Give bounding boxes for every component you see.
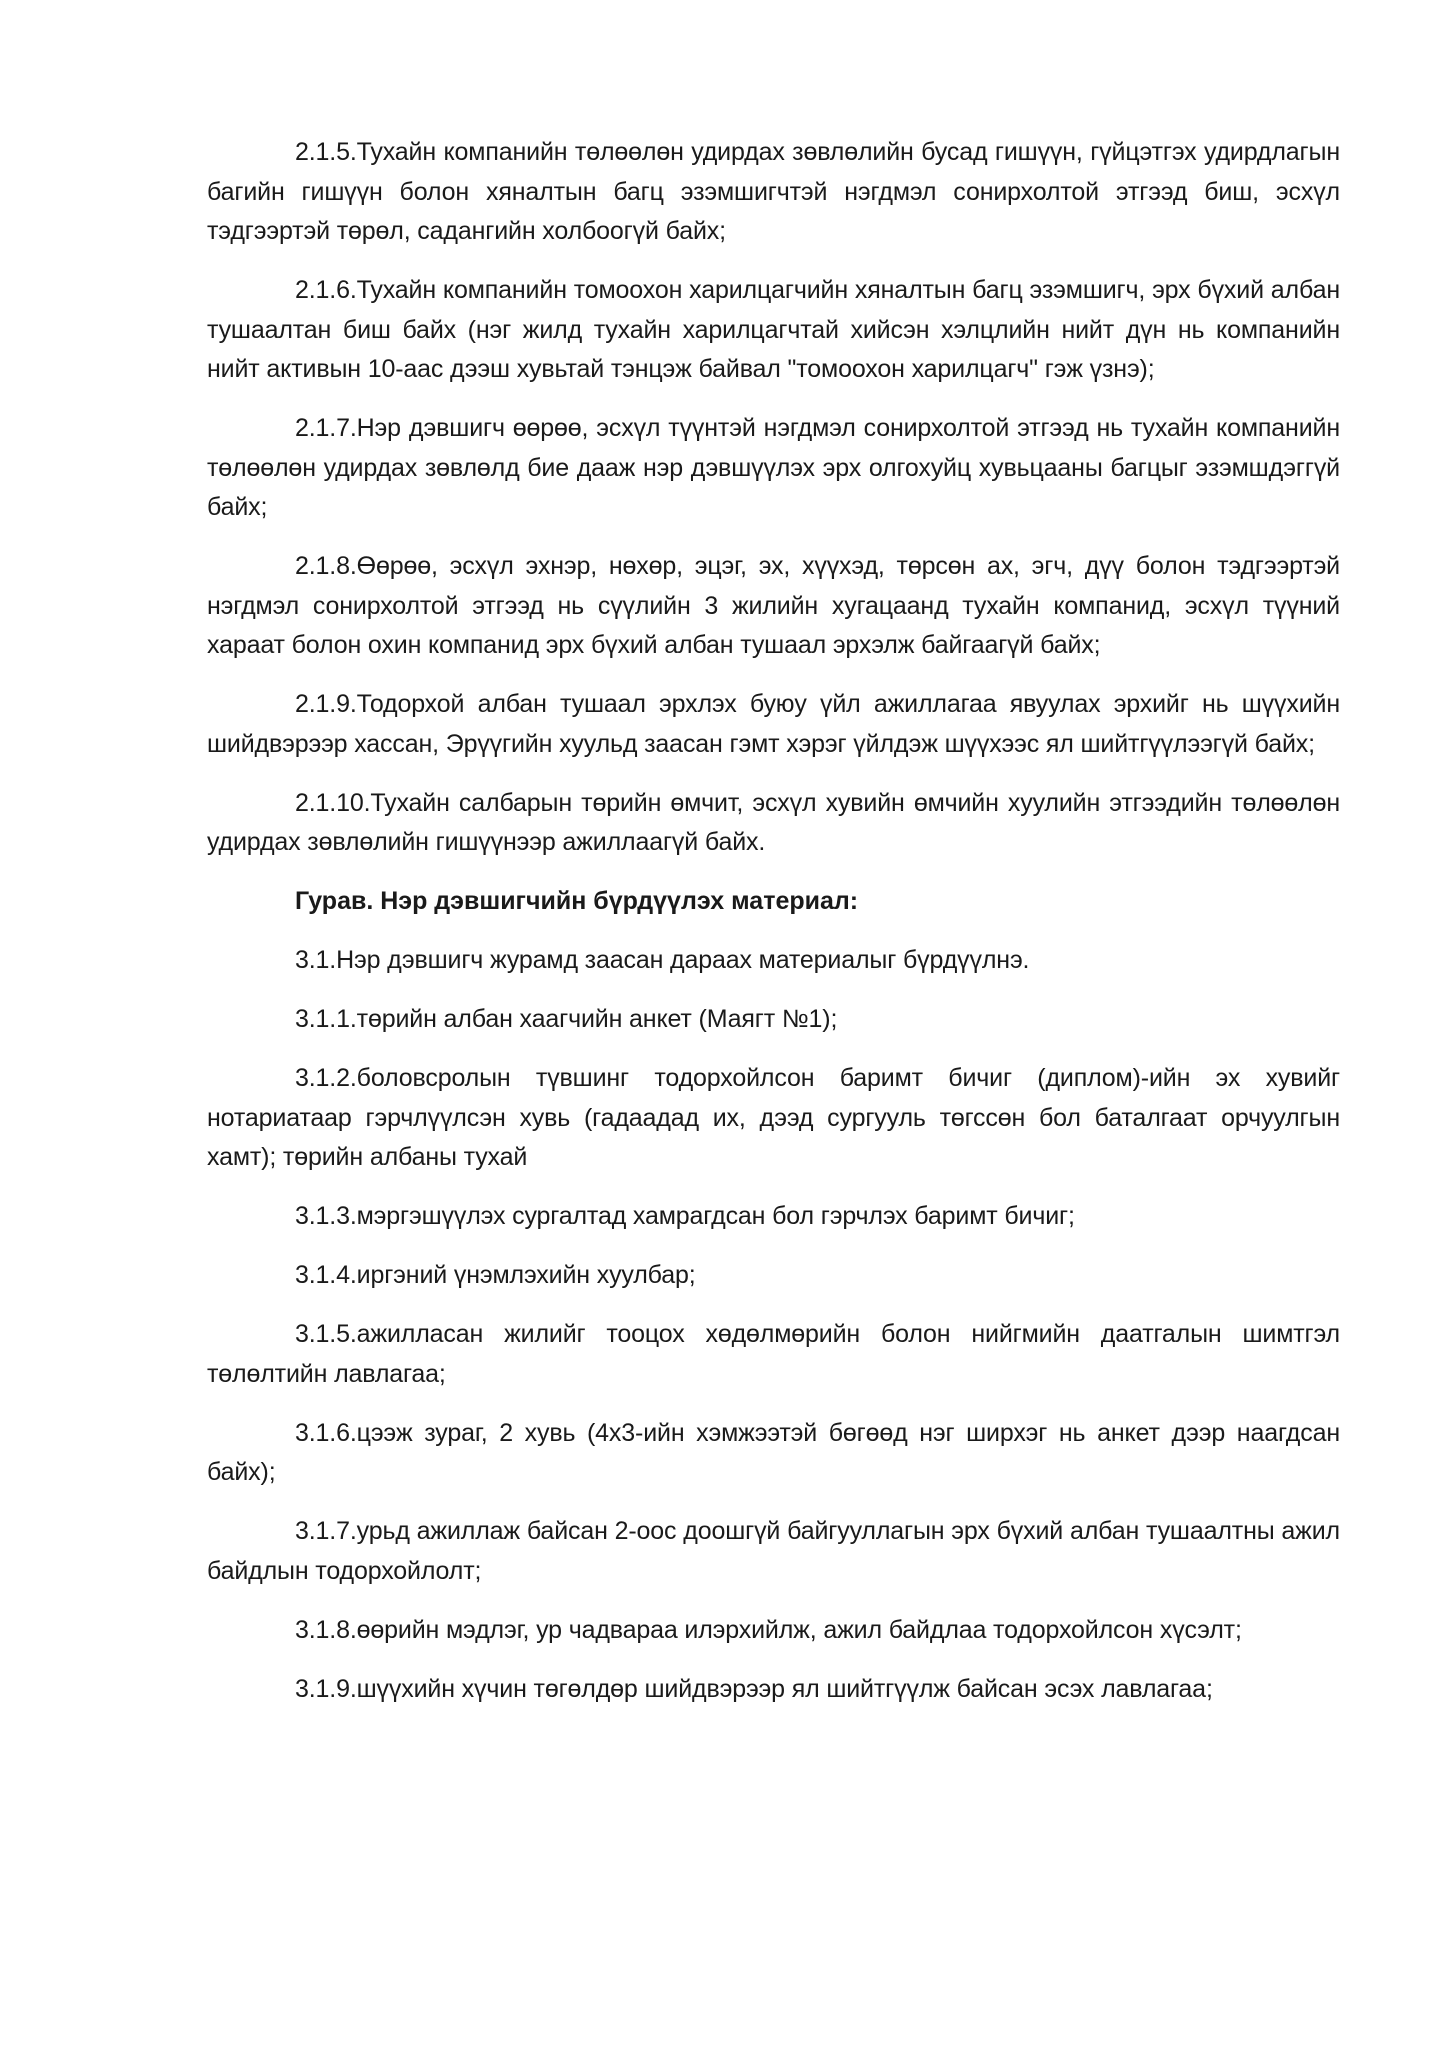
clause-2-1-6: 2.1.6.Тухайн компанийн томоохон харилцагчийн хяналтын багц эзэмшигч, эрх бүхий албан тушаалтан биш байх (нэг жилд тухайн харилцагчтай хийсэн хэлцлийн нийт дүн нь компанийн нийт активын 10-аас дээш хувьтай тэнцэж байвал "томоохон харилцагч" гэж үзнэ); (207, 276, 1340, 383)
clause-3-1-1: 3.1.1.төрийн албан хаагчийн анкет (Маягт №1); (295, 1005, 838, 1033)
section-3-heading: Гурав. Нэр дэвшигчийн бүрдүүлэх материал: (295, 887, 859, 915)
clause-2-1-10: 2.1.10.Тухайн салбарын төрийн өмчит, эсхүл хувийн өмчийн хуулийн этгээдийн төлөөлөн удирдах зөвлөлийн гишүүнээр ажиллаагүй байх. (207, 788, 1340, 856)
clause-3-1-2: 3.1.2.боловсролын түвшинг тодорхойлсон баримт бичиг (диплом)-ийн эх хувийг нотариатаар гэрчлүүлсэн хувь (гадаадад их, дээд сургууль төгссөн бол баталгаат орчуулгын хамт); төрийн албаны тухай (207, 1064, 1340, 1171)
clause-3-1-3: 3.1.3.мэргэшүүлэх сургалтад хамрагдсан бол гэрчлэх баримт бичиг; (295, 1202, 1075, 1230)
clause-2-1-5: 2.1.5.Тухайн компанийн төлөөлөн удирдах зөвлөлийн бусад гишүүн, гүйцэтгэх удирдлагын багийн гишүүн болон хяналтын багц эзэмшигчтэй нэгдмэл сонирхолтой этгээд биш, эсхүл тэдгээртэй төрөл, садангийн холбоогүй байх; (207, 138, 1340, 245)
clause-3-1-5: 3.1.5.ажилласан жилийг тооцох хөдөлмөрийн болон нийгмийн даатгалын шимтгэл төлөлтийн лавлагаа; (207, 1320, 1340, 1388)
clause-2-1-8: 2.1.8.Өөрөө, эсхүл эхнэр, нөхөр, эцэг, эх, хүүхэд, төрсөн ах, эгч, дүү болон тэдгээртэй нэгдмэл сонирхолтой этгээд нь сүүлийн 3 жилийн хугацаанд тухайн компанид, эсхүл түүний хараат болон охин компанид эрх бүхий албан тушаал эрхэлж байгаагүй байх; (207, 552, 1340, 659)
clause-3-1-8: 3.1.8.өөрийн мэдлэг, ур чадвараа илэрхийлж, ажил байдлаа тодорхойлсон хүсэлт; (295, 1615, 1242, 1644)
clause-3-1: 3.1.Нэр дэвшигч журамд заасан дараах материалыг бүрдүүлнэ. (295, 946, 1030, 974)
clause-2-1-7: 2.1.7.Нэр дэвшигч өөрөө, эсхүл түүнтэй нэгдмэл сонирхолтой этгээд нь тухайн компанийн төлөөлөн удирдах зөвлөлд бие дааж нэр дэвшүүлэх эрх олгохуйц хувьцааны багцыг эзэмшдэггүй байх; (207, 414, 1340, 521)
clause-3-1-9: 3.1.9.шүүхийн хүчин төгөлдөр шийдвэрээр ял шийтгүүлж байсан эсэх лавлагаа; (295, 1674, 1213, 1703)
clause-2-1-9: 2.1.9.Тодорхой албан тушаал эрхлэх буюу үйл ажиллагаа явуулах эрхийг нь шүүхийн шийдвэрээр хассан, Эрүүгийн хуульд заасан гэмт хэрэг үйлдэж шүүхээс ял шийтгүүлээгүй байх; (207, 690, 1340, 758)
clause-3-1-4: 3.1.4.иргэний үнэмлэхийн хуулбар; (295, 1261, 696, 1289)
clause-3-1-6: 3.1.6.цээж зураг, 2 хувь (4х3-ийн хэмжээтэй бөгөөд нэг ширхэг нь анкет дээр наагдсан байх); (207, 1418, 1340, 1486)
clause-3-1-7: 3.1.7.урьд ажиллаж байсан 2-оос доошгүй байгууллагын эрх бүхий албан тушаалтны ажил байдлын тодорхойлолт; (207, 1517, 1340, 1585)
document-page (207, 133, 1340, 1729)
